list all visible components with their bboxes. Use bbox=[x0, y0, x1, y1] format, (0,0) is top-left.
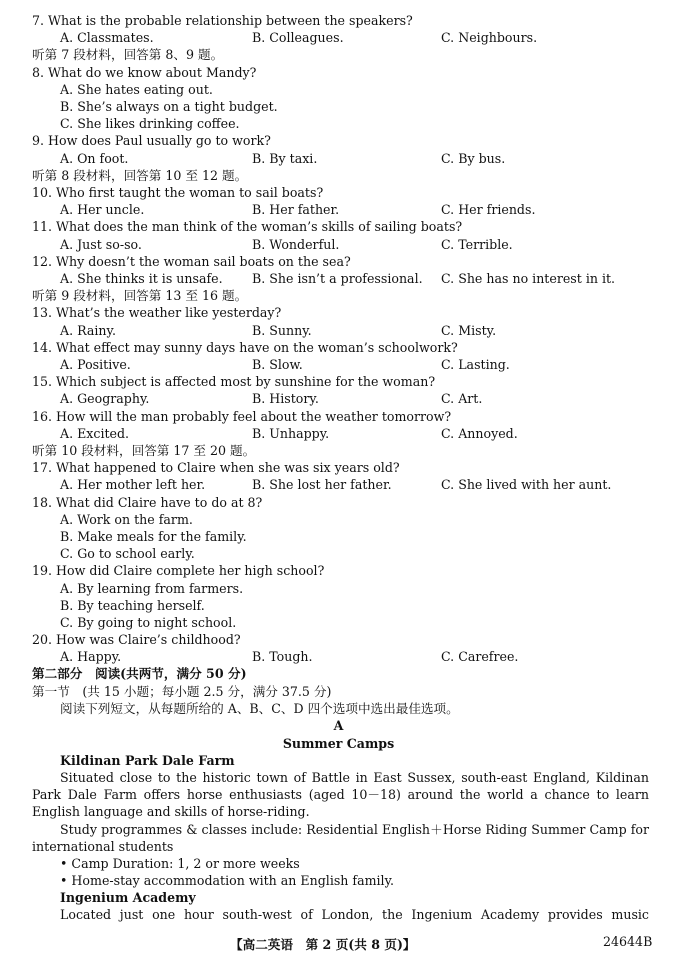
answer-option: B. By teaching herself. bbox=[60, 597, 205, 613]
answer-option: B. By taxi. bbox=[252, 150, 318, 166]
answer-option: A. Happy. bbox=[60, 649, 122, 665]
answer-option: A. Work on the farm. bbox=[60, 511, 193, 527]
answer-option: C. By bus. bbox=[441, 150, 506, 166]
question-stem: 18. What did Claire have to do at 8? bbox=[32, 494, 263, 510]
answer-option: C. She has no interest in it. bbox=[441, 271, 616, 286]
answer-option: A. Just so-so. bbox=[60, 236, 142, 252]
answer-option: A. By learning from farmers. bbox=[60, 580, 244, 596]
question-stem: 7. What is the probable relationship between the speakers? bbox=[32, 13, 413, 28]
answer-option: A. Positive. bbox=[60, 357, 131, 372]
page-footer-label: 【高二英语 第 2 页(共 8 页)】 bbox=[230, 937, 416, 952]
section1-heading: 第一节 (共 15 小题；每小题 2.5 分，满分 37.5 分) bbox=[32, 684, 332, 699]
question-stem: 13. What’s the weather like yesterday? bbox=[32, 305, 282, 321]
answer-option: C. She lived with her aunt. bbox=[441, 477, 612, 493]
question-stem: 14. What effect may sunny days have on the woman’s schoolwork? bbox=[32, 339, 458, 355]
farm-bullet-2: • Home-stay accommodation with an English family. bbox=[60, 873, 395, 888]
answer-option: B. Colleagues. bbox=[252, 30, 344, 46]
answer-option: C. She likes drinking coffee. bbox=[60, 116, 240, 132]
answer-option: A. She hates eating out. bbox=[60, 81, 213, 97]
question-stem: 11. What does the man think of the woman’s skills of sailing boats? bbox=[32, 219, 463, 235]
answer-option: B. Unhappy. bbox=[252, 425, 330, 441]
answer-option: B. Sunny. bbox=[252, 322, 312, 338]
answer-option: C. By going to night school. bbox=[60, 615, 237, 630]
part2-heading: 第二部分 阅读(共两节，满分 50 分) bbox=[32, 666, 247, 681]
farm-paragraph-2: Study programmes & classes include: Residential English＋Horse Riding Summer Camp for international students bbox=[32, 822, 649, 854]
answer-option: C. Neighbours. bbox=[441, 30, 538, 46]
farm-bullet-1: • Camp Duration: 1, 2 or more weeks bbox=[60, 856, 300, 871]
answer-option: B. Her father. bbox=[252, 202, 340, 218]
answer-option: A. Her mother left her. bbox=[60, 477, 206, 493]
academy-name: Ingenium Academy bbox=[60, 890, 196, 905]
answer-option: C. Carefree. bbox=[441, 649, 519, 665]
section-instruction: 听第 8 段材料，回答第 10 至 12 题。 bbox=[32, 167, 248, 183]
answer-option: C. Art. bbox=[441, 391, 483, 407]
answer-option: B. She’s always on a tight budget. bbox=[60, 99, 278, 114]
answer-option: B. She isn’t a professional. bbox=[252, 271, 423, 286]
answer-option: A. Excited. bbox=[60, 425, 130, 441]
answer-option: C. Go to school early. bbox=[60, 546, 195, 562]
answer-option: A. On foot. bbox=[60, 150, 129, 166]
academy-paragraph-1: Located just one hour south-west of London, the Ingenium Academy provides music bbox=[60, 907, 649, 922]
answer-option: C. Lasting. bbox=[441, 357, 510, 372]
question-stem: 10. Who first taught the woman to sail boats? bbox=[32, 185, 324, 200]
answer-option: B. Slow. bbox=[252, 357, 303, 372]
question-stem: 9. How does Paul usually go to work? bbox=[32, 133, 271, 149]
question-stem: 20. How was Claire’s childhood? bbox=[32, 632, 241, 648]
question-stem: 15. Which subject is affected most by sunshine for the woman? bbox=[32, 374, 436, 390]
page-code: 24644B bbox=[603, 934, 653, 949]
answer-option: B. History. bbox=[252, 391, 319, 407]
section-instruction: 听第 9 段材料，回答第 13 至 16 题。 bbox=[32, 288, 248, 304]
answer-option: B. Wonderful. bbox=[252, 236, 340, 252]
answer-option: C. Misty. bbox=[441, 322, 497, 338]
question-stem: 17. What happened to Claire when she was six years old? bbox=[32, 460, 400, 476]
reading-instruction: 阅读下列短文，从每题所给的 A、B、C、D 四个选项中选出最佳选项。 bbox=[60, 701, 459, 716]
answer-option: C. Annoyed. bbox=[441, 425, 518, 441]
answer-option: B. She lost her father. bbox=[252, 477, 392, 493]
answer-option: A. Her uncle. bbox=[60, 202, 145, 218]
answer-option: B. Tough. bbox=[252, 649, 313, 665]
answer-option: A. Rainy. bbox=[60, 322, 116, 338]
answer-option: B. Make meals for the family. bbox=[60, 529, 247, 544]
section-instruction: 听第 7 段材料，回答第 8、9 题。 bbox=[32, 47, 224, 63]
question-stem: 19. How did Claire complete her high school? bbox=[32, 563, 325, 579]
question-stem: 12. Why doesn’t the woman sail boats on the sea? bbox=[32, 253, 351, 269]
answer-option: A. She thinks it is unsafe. bbox=[60, 271, 223, 286]
answer-option: A. Classmates. bbox=[60, 30, 154, 46]
farm-paragraph-1: Situated close to the historic town of Battle in East Sussex, south-east England, Kildinan Park Dale Farm offers horse enthusiasts (aged 10－18) around the world a chance to learn English language and skills of horse-riding. bbox=[32, 770, 649, 819]
question-stem: 8. What do we know about Mandy? bbox=[32, 64, 257, 80]
question-stem: 16. How will the man probably feel about the weather tomorrow? bbox=[32, 408, 452, 424]
section-instruction: 听第 10 段材料，回答第 17 至 20 题。 bbox=[32, 443, 256, 458]
answer-option: A. Geography. bbox=[60, 391, 150, 407]
passage-letter: A bbox=[333, 718, 344, 733]
answer-option: C. Her friends. bbox=[441, 202, 536, 218]
passage-title: Summer Camps bbox=[282, 736, 395, 751]
farm-name: Kildinan Park Dale Farm bbox=[60, 753, 235, 768]
answer-option: C. Terrible. bbox=[441, 236, 513, 252]
